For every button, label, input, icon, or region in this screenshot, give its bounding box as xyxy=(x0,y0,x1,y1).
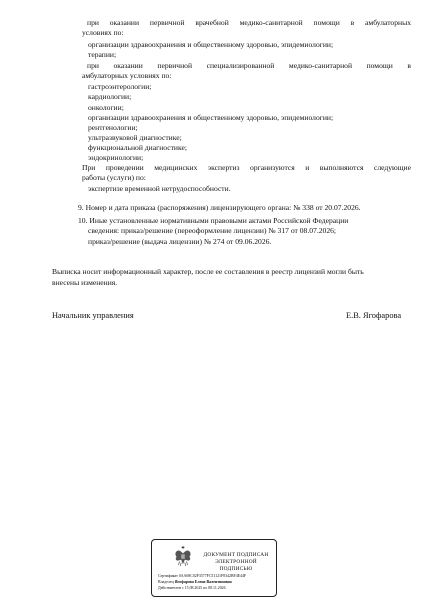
text-line: сведения: приказ/решение (переоформление лицензии) № 317 от 08.07.2026; xyxy=(88,226,337,235)
stamp-title: ДОКУМЕНТ ПОДПИСАН ЭЛЕКТРОННОЙ ПОДПИСЬЮ xyxy=(203,552,269,572)
text-line: кардиологии; xyxy=(88,92,132,101)
text-line: приказ/решение (выдача лицензии) № 274 от 09.06.2026. xyxy=(88,237,272,246)
text-line: онкологии; xyxy=(88,103,124,112)
section-9-text: 9. Номер и дата приказа (распоряжения) лицензирующего органа: № 338 от 20.07.2026. xyxy=(78,203,361,212)
signatory-position: Начальник управления xyxy=(52,311,134,320)
coat-of-arms-icon xyxy=(174,546,192,568)
text-line: при оказании первичной врачебной медико-санитарной помощи в амбулаторных xyxy=(87,18,411,27)
text-line: эндокринологии; xyxy=(88,153,144,162)
text-line: амбулаторных условиях по: xyxy=(82,71,172,80)
signatory-name: Е.В. Ягофарова xyxy=(346,311,402,320)
stamp-validity: Действителен с 15.08.2025 по 08.11.2026 xyxy=(158,586,226,590)
text-line: экспертизе временной нетрудоспособности. xyxy=(88,184,231,193)
text-line: гастроэнтерологии; xyxy=(88,82,152,91)
stamp-certificate: Сертификат 0AA68C02F3577FC51121F8342BF4E44F xyxy=(158,574,247,578)
text-line: терапии; xyxy=(88,50,117,59)
text-line: При проведении медицинских экспертиз организуются и выполняются следующие xyxy=(82,163,411,172)
text-line: организации здравоохранения и общественному здоровью, эпидемиологии; xyxy=(88,113,334,122)
stamp-owner: Владелец Ягофарова Елена Валентиновна xyxy=(158,580,232,584)
disclaimer-text: внесены изменения. xyxy=(52,278,118,287)
section-10-text: 10. Иные установленные нормативными правовыми актами Российской Федерации xyxy=(78,216,349,225)
text-line: условиях по: xyxy=(82,28,124,37)
electronic-signature-stamp xyxy=(151,539,277,597)
text-line: функциональной диагностике; xyxy=(88,143,187,152)
text-line: работы (услуги) по: xyxy=(82,173,146,182)
text-line: ультразвуковой диагностике; xyxy=(88,133,182,142)
text-line: рентгенологии; xyxy=(88,123,138,132)
text-line: при оказании первичной специализированной медико-санитарной помощи в xyxy=(87,61,411,70)
text-line: организации здравоохранения и общественному здоровью, эпидемиологии; xyxy=(88,40,334,49)
disclaimer-text: Выписка носит информационный характер, после ее составления в реестр лицензий могли быть xyxy=(52,267,364,276)
